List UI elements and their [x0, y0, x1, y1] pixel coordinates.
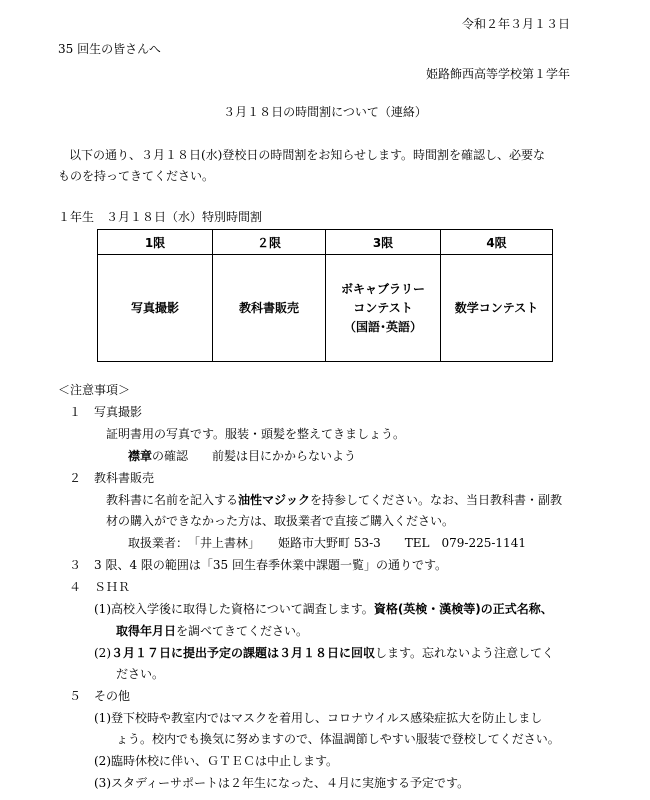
note-2-line-1-b: を持参してください。なお、当日教科書・副教: [310, 493, 563, 507]
note-1-title: 写真撮影: [94, 405, 143, 419]
note-3-text: 3 限、4 限の範囲は「35 回生春季休業中課題一覧」の通りです。: [94, 558, 448, 572]
note-5-number: ５: [69, 689, 82, 703]
note-4-item-2-line-1: [94, 645, 554, 662]
note-4-item-1-l2-bold: 取得年月日: [116, 624, 177, 638]
sender: 姫路飾西高等学校第１学年: [425, 67, 570, 81]
note-2-line-2: 材の購入ができなかった方は、取扱業者で直接ご購入ください。: [106, 514, 455, 528]
note-4-item-2-a: (2): [94, 646, 111, 660]
note-5-item-3: (3)スタディーサポートは２年生になった、４月に実施する予定です。: [94, 776, 470, 790]
note-4-item-2-b: します。忘れないよう注意してく: [375, 646, 555, 660]
period-1-cell: 写真撮影: [98, 255, 213, 362]
note-5-title: その他: [94, 689, 131, 703]
note-5-item-1-line-2: ょう。校内でも換気に努めますので、体温調節しやすい服装で登校してください。: [116, 732, 560, 746]
intro-line-2: ものを持ってきてください。: [58, 169, 215, 183]
note-2-title: 教科書販売: [94, 471, 155, 485]
note-4-item-2-line-2: ださい。: [116, 667, 165, 681]
period-3-header: 3限: [326, 230, 441, 255]
note-1-line-2: [128, 448, 356, 465]
timetable: [97, 229, 553, 362]
period-4-header: 4限: [441, 230, 553, 255]
note-4-item-1-l2-rest: を調べてきてください。: [176, 624, 309, 638]
period-2-cell: 教科書販売: [213, 255, 326, 362]
oil-marker-text: 油性マジック: [238, 493, 311, 507]
note-4-item-1-line-2: [116, 623, 308, 640]
intro-line-1: 以下の通り、３月１８日(水)登校日の時間割をお知らせします。時間割を確認し、必要な: [69, 148, 546, 162]
note-1-line-1: 証明書用の写真です。服装・頭髪を整えてきましょう。: [106, 427, 406, 441]
period-3-line-3: （国語･英語）: [343, 319, 422, 334]
timetable-header-row: [98, 230, 553, 255]
note-2-vendor-line: 取扱業者： 「井上書林」 姫路市大野町 53-3 TEL 079-225-1141: [128, 536, 526, 550]
period-3-cell: [326, 255, 441, 362]
addressee: 35 回生の皆さんへ: [58, 42, 161, 56]
note-2-number: ２: [69, 471, 82, 485]
note-3-number: ３: [69, 558, 82, 572]
note-4-item-1-line-1: [94, 601, 553, 618]
note-4-item-1-a: (1)高校入学後に取得した資格について調査します。: [94, 602, 374, 616]
period-2-header: ２限: [213, 230, 326, 255]
note-1-line-2-rest: の確認 前髪は目にかからないよう: [152, 449, 357, 463]
note-1-number: １: [69, 405, 82, 419]
note-5-item-1-line-1: (1)登下校時や教室内ではマスクを着用し、コロナウイルス感染症拡大を防止しまし: [94, 711, 543, 725]
collar-badge-text: 襟章: [128, 449, 153, 463]
note-2-line-1: [106, 492, 562, 509]
timetable-caption: １年生 ３月１８日（水）特別時間割: [58, 210, 263, 224]
note-4-number: ４: [69, 580, 82, 594]
period-1-header: 1限: [98, 230, 213, 255]
note-4-item-2-bold: ３月１７日に提出予定の課題は３月１８日に回収: [111, 646, 376, 660]
timetable-body-row: [98, 255, 553, 362]
document-title: ３月１８日の時間割について（連絡）: [223, 105, 427, 119]
note-4-title: ＳＨＲ: [94, 580, 131, 594]
note-2-line-1-a: 教科書に名前を記入する: [106, 493, 239, 507]
note-4-item-1-bold: 資格(英検・漢検等)の正式名称、: [373, 602, 553, 616]
document-date: 令和２年３月１３日: [461, 17, 570, 31]
note-5-item-2: (2)臨時休校に伴い、ＧＴＥＣは中止します。: [94, 754, 339, 768]
period-4-cell: 数学コンテスト: [441, 255, 553, 362]
notes-heading: ＜注意事項＞: [58, 383, 131, 397]
period-3-line-2: コンテスト: [353, 300, 413, 315]
period-3-line-1: ボキャブラリー: [340, 281, 425, 296]
